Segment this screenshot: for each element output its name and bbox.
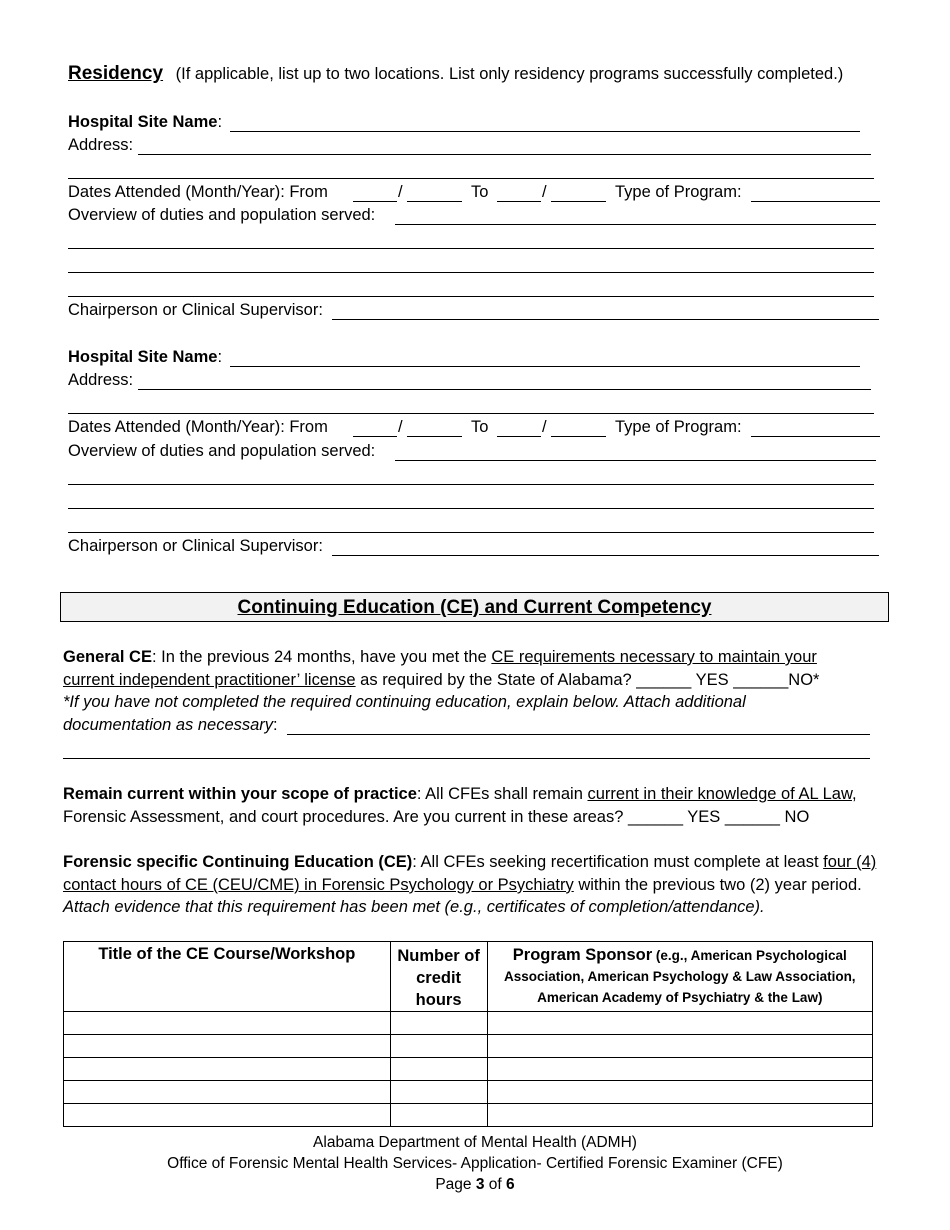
site2-name-label: Hospital Site Name: xyxy=(68,348,223,366)
site2-overview-field[interactable] xyxy=(395,460,876,461)
site2-program-field[interactable] xyxy=(751,436,880,437)
footer-line2: Office of Forensic Mental Health Services- Application- Certified Forensic Examiner (CFE) xyxy=(167,1155,783,1172)
site2-address-field[interactable] xyxy=(138,389,871,390)
ce-sponsor-cell[interactable] xyxy=(487,1081,872,1104)
site2-to-month[interactable] xyxy=(497,436,541,437)
site1-address-field-2[interactable] xyxy=(68,178,874,179)
site2-supervisor-label: Chairperson or Clinical Supervisor: xyxy=(68,537,323,555)
site1-from-year[interactable] xyxy=(407,201,462,202)
general-ce-explain-field[interactable] xyxy=(287,734,870,735)
ce-credit-cell[interactable] xyxy=(390,1035,487,1058)
general-ce-doc-label: documentation as necessary: xyxy=(63,716,278,734)
site1-from-month[interactable] xyxy=(353,201,397,202)
ce-credit-cell[interactable] xyxy=(390,1104,487,1127)
col-credit-header: Number of credit hours xyxy=(390,942,487,1012)
slash: / xyxy=(542,183,547,201)
table-row[interactable] xyxy=(64,1035,873,1058)
forensic-line2: contact hours of CE (CEU/CME) in Forensic Psychology or Psychiatry within the previous two (2) year period. xyxy=(63,876,862,894)
site1-to-year[interactable] xyxy=(551,201,606,202)
footer-line1: Alabama Department of Mental Health (ADMH) xyxy=(313,1134,637,1151)
ce-section-title: Continuing Education (CE) and Current Competency xyxy=(60,592,889,622)
site1-supervisor-label: Chairperson or Clinical Supervisor: xyxy=(68,301,323,319)
site2-to-year[interactable] xyxy=(551,436,606,437)
site1-program-label: Type of Program: xyxy=(615,183,742,201)
site2-overview-field-3[interactable] xyxy=(68,508,874,509)
ce-title-cell[interactable] xyxy=(64,1104,391,1127)
site2-address-label: Address: xyxy=(68,371,134,389)
site2-overview-field-2[interactable] xyxy=(68,484,874,485)
site2-from-year[interactable] xyxy=(407,436,462,437)
scope-line2: Forensic Assessment, and court procedures. Are you current in these areas? ______ YES ______ NO xyxy=(63,808,810,826)
ce-sponsor-cell[interactable] xyxy=(487,1035,872,1058)
site2-address-field-2[interactable] xyxy=(68,413,874,414)
site1-address-label: Address: xyxy=(68,136,134,154)
ce-sponsor-cell[interactable] xyxy=(487,1104,872,1127)
general-ce-line2: current independent practitioner’ license as required by the State of Alabama? ______ YES ______NO* xyxy=(63,671,820,689)
site1-dates-label: Dates Attended (Month/Year): From xyxy=(68,183,328,201)
table-row[interactable] xyxy=(64,1058,873,1081)
residency-note: (If applicable, list up to two locations. List only residency programs successfully completed.) xyxy=(175,65,844,83)
general-ce-explain-field-2[interactable] xyxy=(63,758,870,759)
ce-title-cell[interactable] xyxy=(64,1058,391,1081)
site1-overview-field-2[interactable] xyxy=(68,248,874,249)
table-row[interactable] xyxy=(64,1012,873,1035)
site2-from-month[interactable] xyxy=(353,436,397,437)
residency-heading: Residency xyxy=(68,63,164,84)
site2-name-field[interactable] xyxy=(230,366,860,367)
slash: / xyxy=(398,418,403,436)
col-title-header: Title of the CE Course/Workshop xyxy=(64,942,391,1012)
scope-line1: Remain current within your scope of practice: All CFEs shall remain current in their knowledge of AL Law, xyxy=(63,785,857,803)
site1-overview-label: Overview of duties and population served: xyxy=(68,206,376,224)
forensic-line1: Forensic specific Continuing Education (CE): All CFEs seeking recertification must complete at least four (4) xyxy=(63,853,877,871)
site2-overview-label: Overview of duties and population served: xyxy=(68,442,376,460)
col-sponsor-header: Program Sponsor (e.g., American Psychological Association, American Psychology & Law Association, American Academy of Psychiatry & the Law) xyxy=(487,942,872,1012)
site2-program-label: Type of Program: xyxy=(615,418,742,436)
ce-credit-cell[interactable] xyxy=(390,1012,487,1035)
ce-sponsor-cell[interactable] xyxy=(487,1058,872,1081)
slash: / xyxy=(542,418,547,436)
ce-title-cell[interactable] xyxy=(64,1035,391,1058)
general-ce-note: *If you have not completed the required continuing education, explain below. Attach additional xyxy=(63,693,746,711)
residency-heading-line xyxy=(68,63,843,85)
site1-overview-field-4[interactable] xyxy=(68,296,874,297)
ce-credit-cell[interactable] xyxy=(390,1058,487,1081)
site1-address-field[interactable] xyxy=(138,154,871,155)
site1-to-label: To xyxy=(471,183,489,201)
ce-sponsor-cell[interactable] xyxy=(487,1012,872,1035)
site1-program-field[interactable] xyxy=(751,201,880,202)
forensic-note: Attach evidence that this requirement has been met (e.g., certificates of completion/attendance). xyxy=(63,898,765,916)
site1-name-field[interactable] xyxy=(230,131,860,132)
general-ce-line1: General CE: In the previous 24 months, have you met the CE requirements necessary to maintain your xyxy=(63,648,817,666)
slash: / xyxy=(398,183,403,201)
ce-credit-cell[interactable] xyxy=(390,1081,487,1104)
site1-to-month[interactable] xyxy=(497,201,541,202)
ce-title-cell[interactable] xyxy=(64,1081,391,1104)
site2-dates-label: Dates Attended (Month/Year): From xyxy=(68,418,328,436)
page-number: Page 3 of 6 xyxy=(435,1176,515,1193)
site1-supervisor-field[interactable] xyxy=(332,319,879,320)
site2-overview-field-4[interactable] xyxy=(68,532,874,533)
site1-overview-field-3[interactable] xyxy=(68,272,874,273)
site1-name-label: Hospital Site Name: xyxy=(68,113,223,131)
site1-overview-field[interactable] xyxy=(395,224,876,225)
ce-title-cell[interactable] xyxy=(64,1012,391,1035)
table-row[interactable] xyxy=(64,1081,873,1104)
ce-table-header xyxy=(64,942,873,1012)
table-row[interactable] xyxy=(64,1104,873,1127)
ce-table xyxy=(63,941,873,1127)
site2-supervisor-field[interactable] xyxy=(332,555,879,556)
site2-to-label: To xyxy=(471,418,489,436)
